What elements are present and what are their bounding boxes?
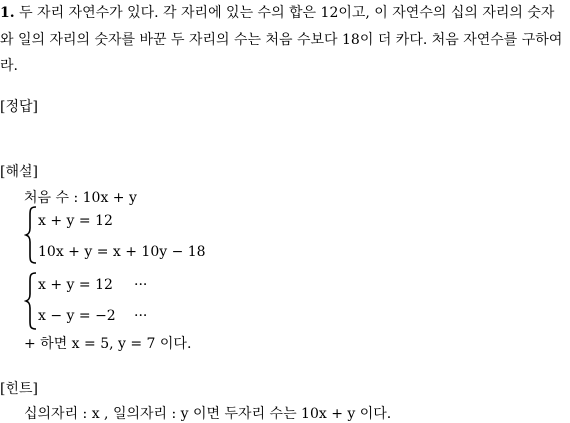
solution-heading: [해설] [0,164,38,180]
solution-line-initial-number: 처음 수 : 10x + y [24,190,137,206]
system1-eq1: x + y = 12 [38,213,113,229]
system1-eq2: 10x + y = x + 10y − 18 [38,244,206,260]
answer-heading: [정답] [0,99,38,115]
system2-eq2-note: ··· [134,308,148,324]
system2-eq1: x + y = 12 [38,277,113,293]
problem-statement [0,0,566,80]
hint-heading: [힌트] [0,381,38,397]
solution-conclusion: + 하면 x = 5, y = 7 이다. [24,336,192,352]
problem-text: 두 자리 자연수가 있다. 각 자리에 있는 수의 합은 12이고, 이 자연수의 십의 자리의 숫자와 일의 자리의 숫자를 바꾼 두 자리의 수는 처음 수보다 18이 더 카다. 처음 자연수를 구하여라. [0,5,563,74]
system2-eq2: x − y = −2 [38,308,116,324]
hint-text: 십의자리 : x , 일의자리 : y 이면 두자리 수는 10x + y 이다. [24,406,392,422]
problem-number: 1. [0,5,15,21]
system2-eq1-note: ··· [134,277,148,293]
